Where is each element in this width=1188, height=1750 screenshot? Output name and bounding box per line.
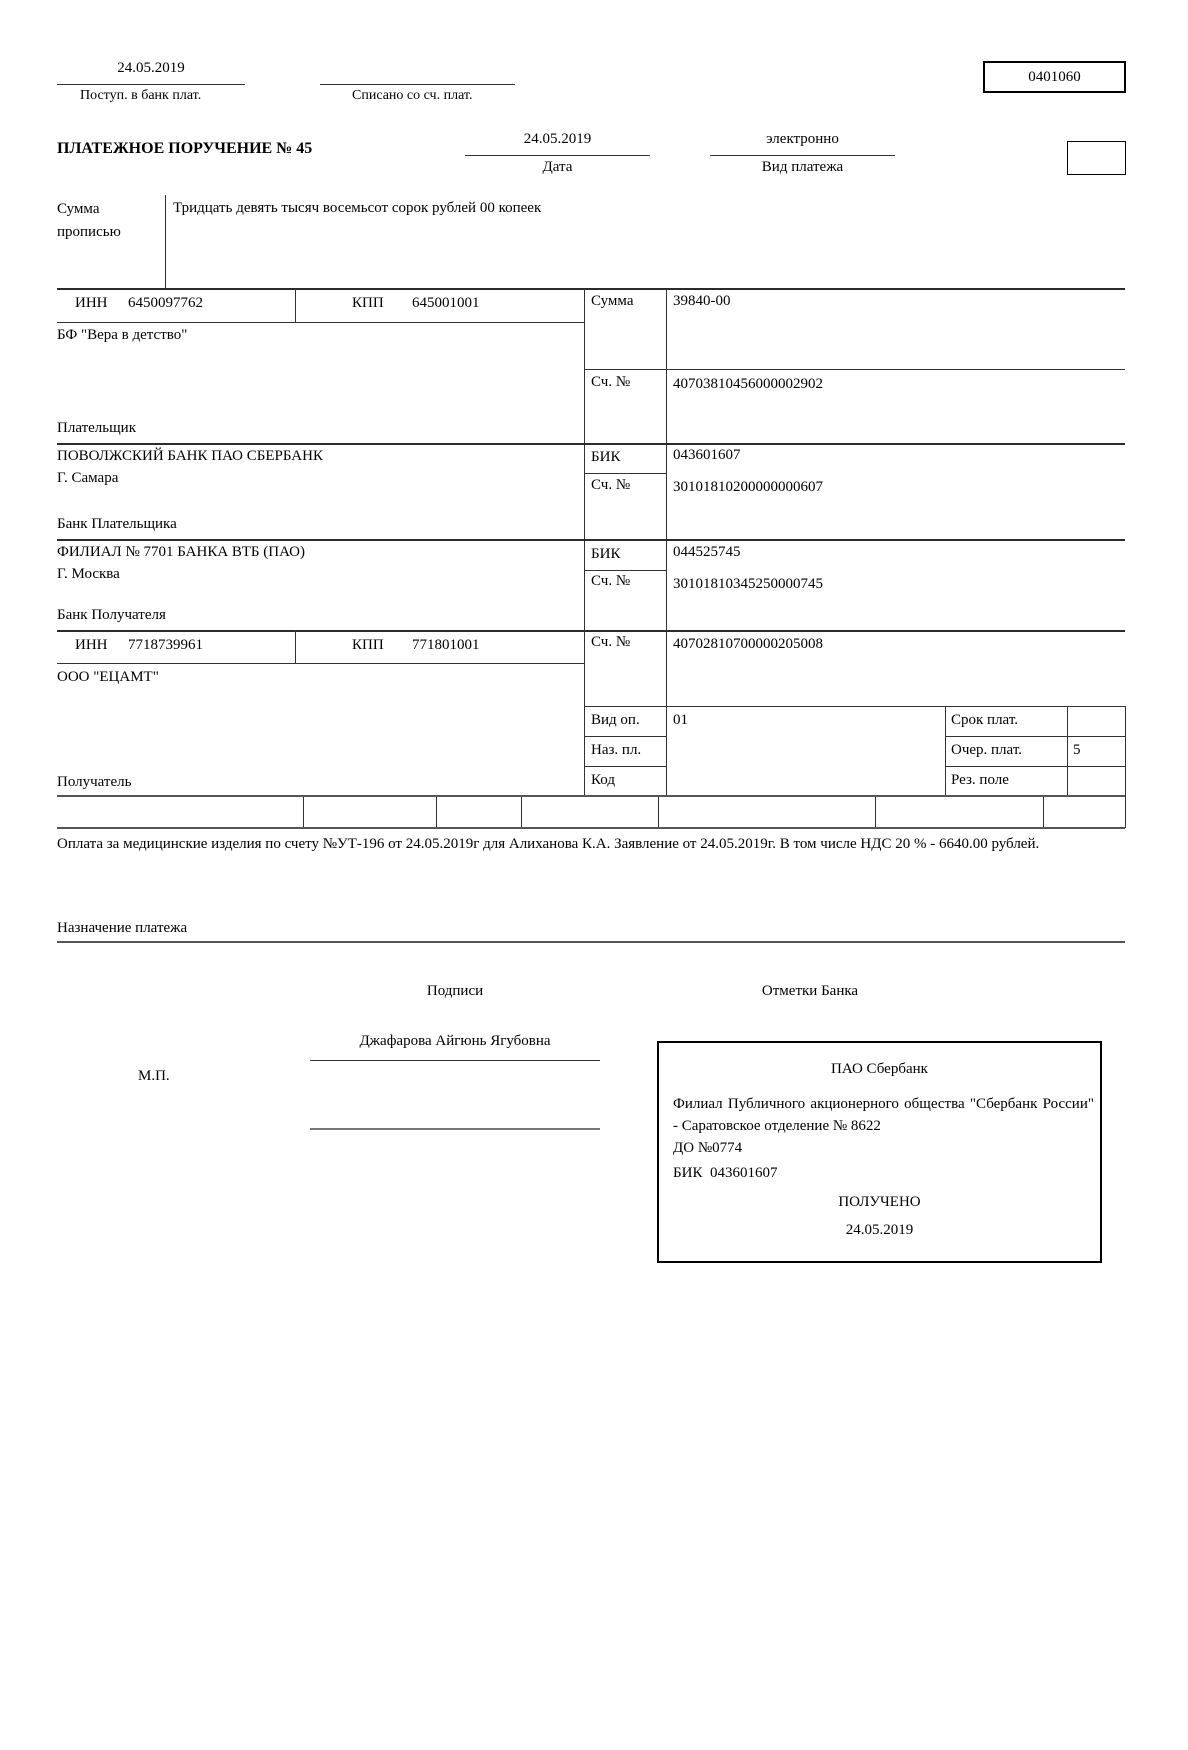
priority-label: Очер. плат. xyxy=(951,742,1022,758)
payment-purpose-label: Назначение платежа xyxy=(57,920,188,936)
table-line xyxy=(57,663,584,664)
payee-inn-value: 7718739961 xyxy=(128,637,203,653)
payment-kind-line xyxy=(710,155,895,156)
payer-name: БФ "Вера в детство" xyxy=(57,327,188,343)
status-box xyxy=(1067,141,1126,175)
form-code-box: 0401060 xyxy=(983,61,1126,93)
table-line xyxy=(584,288,585,796)
payment-purpose-text: Оплата за медицинские изделия по счету №УТ-196 от 24.05.2019г для Алиханова К.А. Заявление от 24.05.2019г. В том числе НДС 20 % - 6640.00 рублей. xyxy=(57,836,1040,852)
doc-date-label: Дата xyxy=(542,159,573,175)
stamp-bik-row xyxy=(673,1165,1100,1182)
table-line xyxy=(1067,706,1068,796)
stamp-status: ПОЛУЧЕНО xyxy=(838,1193,921,1210)
payee-kpp-label: КПП xyxy=(352,637,384,653)
payer-kpp-value: 645001001 xyxy=(412,295,480,311)
op-kind-value: 01 xyxy=(673,712,688,728)
seal-place-label: М.П. xyxy=(138,1068,170,1084)
debited-date-label: Списано со сч. плат. xyxy=(352,88,473,103)
table-line xyxy=(57,630,1125,632)
tax-field-divider xyxy=(303,797,304,827)
payer-inn-value: 6450097762 xyxy=(128,295,203,311)
doc-date-value: 24.05.2019 xyxy=(523,131,592,147)
table-line xyxy=(584,570,666,571)
sum-label: Сумма xyxy=(591,293,634,309)
table-line xyxy=(584,736,666,737)
table-line xyxy=(945,706,946,796)
table-line xyxy=(57,827,1125,829)
signer-name: Джафарова Айгюнь Ягубовна xyxy=(359,1033,551,1049)
bank-marks-heading: Отметки Банка xyxy=(761,983,859,999)
payer-bank-name: ПОВОЛЖСКИЙ БАНК ПАО СБЕРБАНК xyxy=(57,448,323,464)
payer-account-label: Сч. № xyxy=(591,374,631,390)
stamp-bik-label: БИК xyxy=(673,1164,703,1181)
payee-bank-name: ФИЛИАЛ № 7701 БАНКА ВТБ (ПАО) xyxy=(57,544,305,560)
table-line xyxy=(57,288,1125,290)
table-line xyxy=(57,443,1125,445)
payee-bank-bik-label: БИК xyxy=(591,546,621,562)
received-date: 24.05.2019 xyxy=(117,60,185,76)
signature-line-1 xyxy=(310,1060,600,1061)
payer-label: Плательщик xyxy=(57,420,136,436)
table-line xyxy=(666,288,667,796)
payment-kind-label: Вид платежа xyxy=(761,159,844,175)
signature-line-2 xyxy=(310,1128,600,1130)
received-date-label: Поступ. в банк плат. xyxy=(80,88,202,103)
table-line xyxy=(584,766,666,767)
payee-label: Получатель xyxy=(57,774,132,790)
due-date-label: Срок плат. xyxy=(951,712,1019,728)
table-line xyxy=(584,706,1125,707)
signatures-heading: Подписи xyxy=(426,983,484,999)
tax-field-divider xyxy=(436,797,437,827)
payer-bank-bik-value: 043601607 xyxy=(673,447,741,463)
debited-date-line xyxy=(320,84,515,85)
sum-value: 39840-00 xyxy=(673,293,731,309)
payee-name: ООО "ЕЦАМТ" xyxy=(57,669,159,685)
payee-account-label: Сч. № xyxy=(591,634,631,650)
payee-kpp-value: 771801001 xyxy=(412,637,480,653)
amount-words-label: Сумма прописью xyxy=(57,201,121,240)
priority-value: 5 xyxy=(1073,742,1081,758)
reserve-field-label: Рез. поле xyxy=(951,772,1009,788)
bank-stamp xyxy=(657,1041,1102,1263)
table-line xyxy=(57,795,1125,797)
document-title: ПЛАТЕЖНОЕ ПОРУЧЕНИЕ № 45 xyxy=(57,140,313,157)
amount-words-divider xyxy=(165,195,166,288)
stamp-bik-value: 043601607 xyxy=(709,1164,778,1181)
payment-kind-value: электронно xyxy=(766,131,839,147)
stamp-date: 24.05.2019 xyxy=(845,1221,914,1238)
payee-bank-account-value: 30101810345250000745 xyxy=(673,576,823,592)
payee-bank-account-label: Сч. № xyxy=(591,573,631,589)
purpose-code-label: Наз. пл. xyxy=(591,742,642,758)
tax-field-divider xyxy=(1043,797,1044,827)
payee-bank-label: Банк Получателя xyxy=(57,607,166,623)
table-line xyxy=(584,473,666,474)
payee-bank-bik-value: 044525745 xyxy=(673,544,741,560)
payee-bank-city: Г. Москва xyxy=(57,566,120,582)
op-kind-label: Вид оп. xyxy=(591,712,640,728)
table-line xyxy=(57,322,584,323)
payer-inn-label: ИНН xyxy=(75,295,108,311)
stamp-do-number: ДО №0774 xyxy=(673,1139,743,1156)
payer-bank-bik-label: БИК xyxy=(591,449,621,465)
received-date-line xyxy=(57,84,245,85)
table-line xyxy=(57,941,1125,943)
table-line xyxy=(945,766,1125,767)
doc-date-line xyxy=(465,155,650,156)
code-label: Код xyxy=(591,772,615,788)
amount-words-value: Тридцать девять тысяч восемьсот сорок рублей 00 копеек xyxy=(173,200,542,216)
stamp-branch: Филиал Публичного акционерного общества "Сбербанк России" - Саратовское отделение № 8622 xyxy=(673,1096,1094,1134)
payer-kpp-label: КПП xyxy=(352,295,384,311)
payer-account-value: 40703810456000002902 xyxy=(673,376,823,392)
payer-bank-account-label: Сч. № xyxy=(591,477,631,493)
tax-field-divider xyxy=(521,797,522,827)
table-line xyxy=(945,736,1125,737)
payer-bank-city: Г. Самара xyxy=(57,470,119,486)
payer-bank-label: Банк Плательщика xyxy=(57,516,177,532)
table-line xyxy=(295,630,296,663)
table-line xyxy=(57,539,1125,541)
stamp-bank-name: ПАО Сбербанк xyxy=(831,1061,928,1077)
payee-account-value: 40702810700000205008 xyxy=(673,636,823,652)
tax-field-divider xyxy=(875,797,876,827)
payee-inn-label: ИНН xyxy=(75,637,108,653)
table-line xyxy=(295,288,296,322)
table-line xyxy=(584,369,1125,370)
payer-bank-account-value: 30101810200000000607 xyxy=(673,479,823,495)
tax-field-divider xyxy=(658,797,659,827)
table-line xyxy=(1125,706,1126,828)
